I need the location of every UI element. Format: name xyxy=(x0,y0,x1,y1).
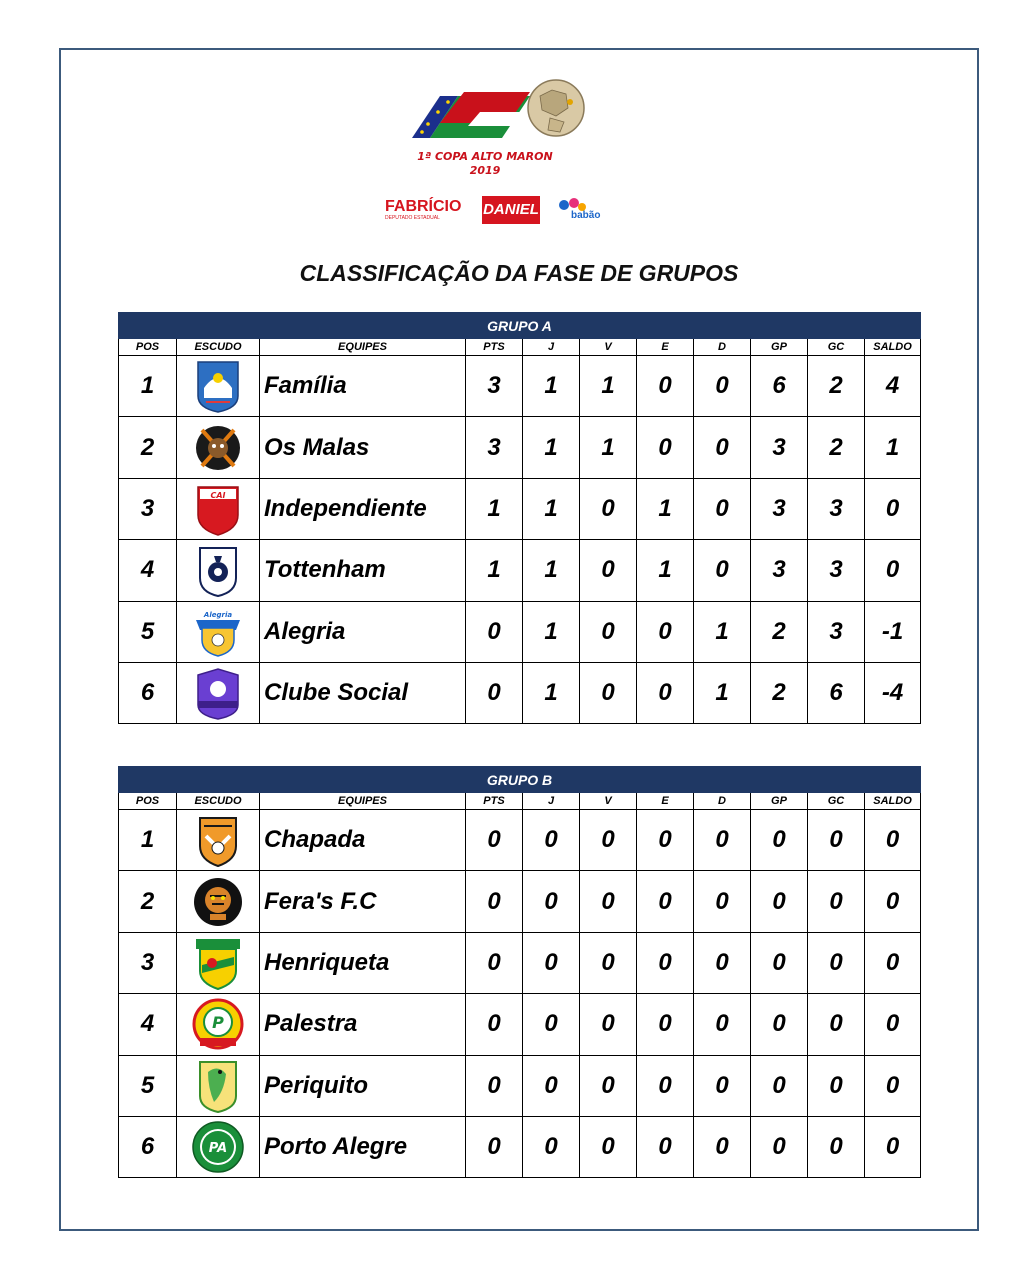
saldo-cell: 0 xyxy=(865,1116,921,1177)
sponsor-babao-label: babão xyxy=(571,210,601,221)
table-row xyxy=(119,994,921,1055)
pts-cell: 0 xyxy=(466,601,523,662)
column-header-gp: GP xyxy=(751,793,808,810)
table-row xyxy=(119,871,921,932)
gp-cell: 6 xyxy=(751,356,808,417)
column-header-pts: PTS xyxy=(466,793,523,810)
position-cell: 6 xyxy=(119,1116,177,1177)
v-cell: 0 xyxy=(580,662,637,723)
d-cell: 1 xyxy=(694,662,751,723)
gc-cell: 6 xyxy=(808,662,865,723)
saldo-cell: 0 xyxy=(865,478,921,539)
porto-alegre-crest-icon xyxy=(192,1119,244,1175)
j-cell: 1 xyxy=(523,356,580,417)
column-header-e: E xyxy=(637,793,694,810)
event-title: 1ª COPA ALTO MARON xyxy=(417,150,553,163)
gp-cell: 0 xyxy=(751,1116,808,1177)
position-cell: 4 xyxy=(119,540,177,601)
team-name: Palestra xyxy=(260,994,466,1055)
gc-cell: 0 xyxy=(808,994,865,1055)
d-cell: 0 xyxy=(694,810,751,871)
table-row xyxy=(119,417,921,478)
saldo-cell: 0 xyxy=(865,932,921,993)
column-header-equipes: EQUIPES xyxy=(260,793,466,810)
pts-cell: 0 xyxy=(466,871,523,932)
event-year: 2019 xyxy=(469,164,501,177)
saldo-cell: 0 xyxy=(865,540,921,601)
crest-cell xyxy=(177,417,260,478)
team-name: Alegria xyxy=(260,601,466,662)
e-cell: 0 xyxy=(637,932,694,993)
column-header-escudo: ESCUDO xyxy=(177,339,260,356)
sponsors-bar xyxy=(385,196,615,228)
saldo-cell: -1 xyxy=(865,601,921,662)
gc-cell: 3 xyxy=(808,540,865,601)
saldo-cell: 1 xyxy=(865,417,921,478)
e-cell: 1 xyxy=(637,540,694,601)
e-cell: 1 xyxy=(637,478,694,539)
pts-cell: 1 xyxy=(466,478,523,539)
gp-cell: 3 xyxy=(751,540,808,601)
saldo-cell: 0 xyxy=(865,1055,921,1116)
j-cell: 1 xyxy=(523,601,580,662)
gp-cell: 0 xyxy=(751,932,808,993)
svg-text:PA: PA xyxy=(208,1141,228,1157)
column-header-pos: POS xyxy=(119,339,177,356)
v-cell: 1 xyxy=(580,417,637,478)
saldo-cell: 0 xyxy=(865,994,921,1055)
table-row xyxy=(119,478,921,539)
gc-cell: 3 xyxy=(808,601,865,662)
team-name: Henriqueta xyxy=(260,932,466,993)
sponsor-fabricio-name: FABRÍCIO xyxy=(385,198,462,215)
v-cell: 0 xyxy=(580,540,637,601)
team-name: Clube Social xyxy=(260,662,466,723)
group-a-table xyxy=(118,312,921,724)
team-name: Família xyxy=(260,356,466,417)
column-header-v: V xyxy=(580,793,637,810)
v-cell: 0 xyxy=(580,871,637,932)
column-header-gc: GC xyxy=(808,339,865,356)
e-cell: 0 xyxy=(637,601,694,662)
crest-cell xyxy=(177,478,260,539)
e-cell: 0 xyxy=(637,994,694,1055)
column-header-pos: POS xyxy=(119,793,177,810)
gc-cell: 0 xyxy=(808,810,865,871)
crest-cell xyxy=(177,662,260,723)
j-cell: 0 xyxy=(523,871,580,932)
column-header-gp: GP xyxy=(751,339,808,356)
crest-cell xyxy=(177,994,260,1055)
henriqueta-crest-icon xyxy=(192,935,244,991)
position-cell: 5 xyxy=(119,1055,177,1116)
gc-cell: 3 xyxy=(808,478,865,539)
team-name: Independiente xyxy=(260,478,466,539)
gc-cell: 0 xyxy=(808,932,865,993)
crest-cell xyxy=(177,1055,260,1116)
gp-cell: 3 xyxy=(751,417,808,478)
column-header-d: D xyxy=(694,339,751,356)
team-name: Chapada xyxy=(260,810,466,871)
crest-cell xyxy=(177,356,260,417)
familia-crest-icon xyxy=(192,358,244,414)
d-cell: 0 xyxy=(694,1116,751,1177)
os-malas-crest-icon xyxy=(192,420,244,476)
gp-cell: 0 xyxy=(751,994,808,1055)
pts-cell: 0 xyxy=(466,932,523,993)
gp-cell: 0 xyxy=(751,871,808,932)
e-cell: 0 xyxy=(637,1116,694,1177)
pts-cell: 3 xyxy=(466,356,523,417)
pts-cell: 1 xyxy=(466,540,523,601)
position-cell: 6 xyxy=(119,662,177,723)
table-row xyxy=(119,601,921,662)
saldo-cell: -4 xyxy=(865,662,921,723)
crest-cell xyxy=(177,540,260,601)
pts-cell: 0 xyxy=(466,810,523,871)
position-cell: 4 xyxy=(119,994,177,1055)
j-cell: 1 xyxy=(523,417,580,478)
group-b-table xyxy=(118,766,921,1178)
j-cell: 1 xyxy=(523,540,580,601)
gp-cell: 0 xyxy=(751,810,808,871)
column-header-pts: PTS xyxy=(466,339,523,356)
independiente-crest-icon xyxy=(192,481,244,537)
svg-text:Alegria: Alegria xyxy=(203,610,233,619)
position-cell: 3 xyxy=(119,478,177,539)
gp-cell: 2 xyxy=(751,601,808,662)
group-header xyxy=(119,313,921,339)
e-cell: 0 xyxy=(637,1055,694,1116)
column-header-row xyxy=(119,793,921,810)
v-cell: 0 xyxy=(580,994,637,1055)
d-cell: 1 xyxy=(694,601,751,662)
team-name: Porto Alegre xyxy=(260,1116,466,1177)
gp-cell: 3 xyxy=(751,478,808,539)
column-header-saldo: SALDO xyxy=(865,339,921,356)
d-cell: 0 xyxy=(694,540,751,601)
crest-cell xyxy=(177,601,260,662)
column-header-escudo: ESCUDO xyxy=(177,793,260,810)
v-cell: 0 xyxy=(580,1055,637,1116)
sponsor-fabricio xyxy=(385,198,467,222)
e-cell: 0 xyxy=(637,356,694,417)
table-row xyxy=(119,356,921,417)
svg-text:CAI: CAI xyxy=(210,490,226,500)
j-cell: 0 xyxy=(523,932,580,993)
crest-cell xyxy=(177,1116,260,1177)
d-cell: 0 xyxy=(694,417,751,478)
team-name: Os Malas xyxy=(260,417,466,478)
table-row xyxy=(119,662,921,723)
e-cell: 0 xyxy=(637,871,694,932)
column-header-e: E xyxy=(637,339,694,356)
gc-cell: 2 xyxy=(808,417,865,478)
d-cell: 0 xyxy=(694,356,751,417)
d-cell: 0 xyxy=(694,1055,751,1116)
column-header-saldo: SALDO xyxy=(865,793,921,810)
v-cell: 0 xyxy=(580,1116,637,1177)
v-cell: 0 xyxy=(580,810,637,871)
team-name: Periquito xyxy=(260,1055,466,1116)
group-title: GRUPO B xyxy=(119,767,921,793)
table-row xyxy=(119,1116,921,1177)
position-cell: 1 xyxy=(119,810,177,871)
table-row xyxy=(119,932,921,993)
gc-cell: 2 xyxy=(808,356,865,417)
j-cell: 1 xyxy=(523,478,580,539)
group-title: GRUPO A xyxy=(119,313,921,339)
table-row xyxy=(119,540,921,601)
sponsor-babao xyxy=(557,196,607,226)
j-cell: 0 xyxy=(523,1055,580,1116)
crest-cell xyxy=(177,810,260,871)
e-cell: 0 xyxy=(637,810,694,871)
j-cell: 0 xyxy=(523,994,580,1055)
gp-cell: 2 xyxy=(751,662,808,723)
saldo-cell: 0 xyxy=(865,871,921,932)
pts-cell: 0 xyxy=(466,1116,523,1177)
sponsor-fabricio-sub: DEPUTADO ESTADUAL xyxy=(385,215,440,221)
v-cell: 0 xyxy=(580,932,637,993)
crest-cell xyxy=(177,871,260,932)
position-cell: 1 xyxy=(119,356,177,417)
alegria-crest-icon xyxy=(192,604,244,660)
team-name: Tottenham xyxy=(260,540,466,601)
column-header-gc: GC xyxy=(808,793,865,810)
page-title: CLASSIFICAÇÃO DA FASE DE GRUPOS xyxy=(299,260,739,286)
pts-cell: 0 xyxy=(466,994,523,1055)
column-header-j: J xyxy=(523,793,580,810)
chapada-crest-icon xyxy=(192,812,244,868)
position-cell: 3 xyxy=(119,932,177,993)
column-header-v: V xyxy=(580,339,637,356)
feras-crest-icon xyxy=(192,874,244,930)
periquito-crest-icon xyxy=(192,1058,244,1114)
saldo-cell: 0 xyxy=(865,810,921,871)
d-cell: 0 xyxy=(694,478,751,539)
tottenham-crest-icon xyxy=(192,542,244,598)
column-header-row xyxy=(119,339,921,356)
saldo-cell: 4 xyxy=(865,356,921,417)
gc-cell: 0 xyxy=(808,871,865,932)
column-header-equipes: EQUIPES xyxy=(260,339,466,356)
j-cell: 0 xyxy=(523,810,580,871)
pts-cell: 0 xyxy=(466,1055,523,1116)
d-cell: 0 xyxy=(694,871,751,932)
sponsor-daniel: DANIEL xyxy=(482,196,540,224)
gc-cell: 0 xyxy=(808,1055,865,1116)
v-cell: 0 xyxy=(580,478,637,539)
position-cell: 2 xyxy=(119,417,177,478)
gp-cell: 0 xyxy=(751,1055,808,1116)
v-cell: 0 xyxy=(580,601,637,662)
position-cell: 2 xyxy=(119,871,177,932)
j-cell: 1 xyxy=(523,662,580,723)
team-name: Fera's F.C xyxy=(260,871,466,932)
svg-text:P: P xyxy=(212,1013,224,1033)
crest-cell xyxy=(177,932,260,993)
column-header-d: D xyxy=(694,793,751,810)
j-cell: 0 xyxy=(523,1116,580,1177)
column-header-j: J xyxy=(523,339,580,356)
position-cell: 5 xyxy=(119,601,177,662)
e-cell: 0 xyxy=(637,662,694,723)
v-cell: 1 xyxy=(580,356,637,417)
d-cell: 0 xyxy=(694,994,751,1055)
pts-cell: 3 xyxy=(466,417,523,478)
gc-cell: 0 xyxy=(808,1116,865,1177)
clube-social-crest-icon xyxy=(192,665,244,721)
e-cell: 0 xyxy=(637,417,694,478)
group-header xyxy=(119,767,921,793)
table-row xyxy=(119,810,921,871)
palestra-crest-icon xyxy=(192,996,244,1052)
d-cell: 0 xyxy=(694,932,751,993)
table-row xyxy=(119,1055,921,1116)
pts-cell: 0 xyxy=(466,662,523,723)
